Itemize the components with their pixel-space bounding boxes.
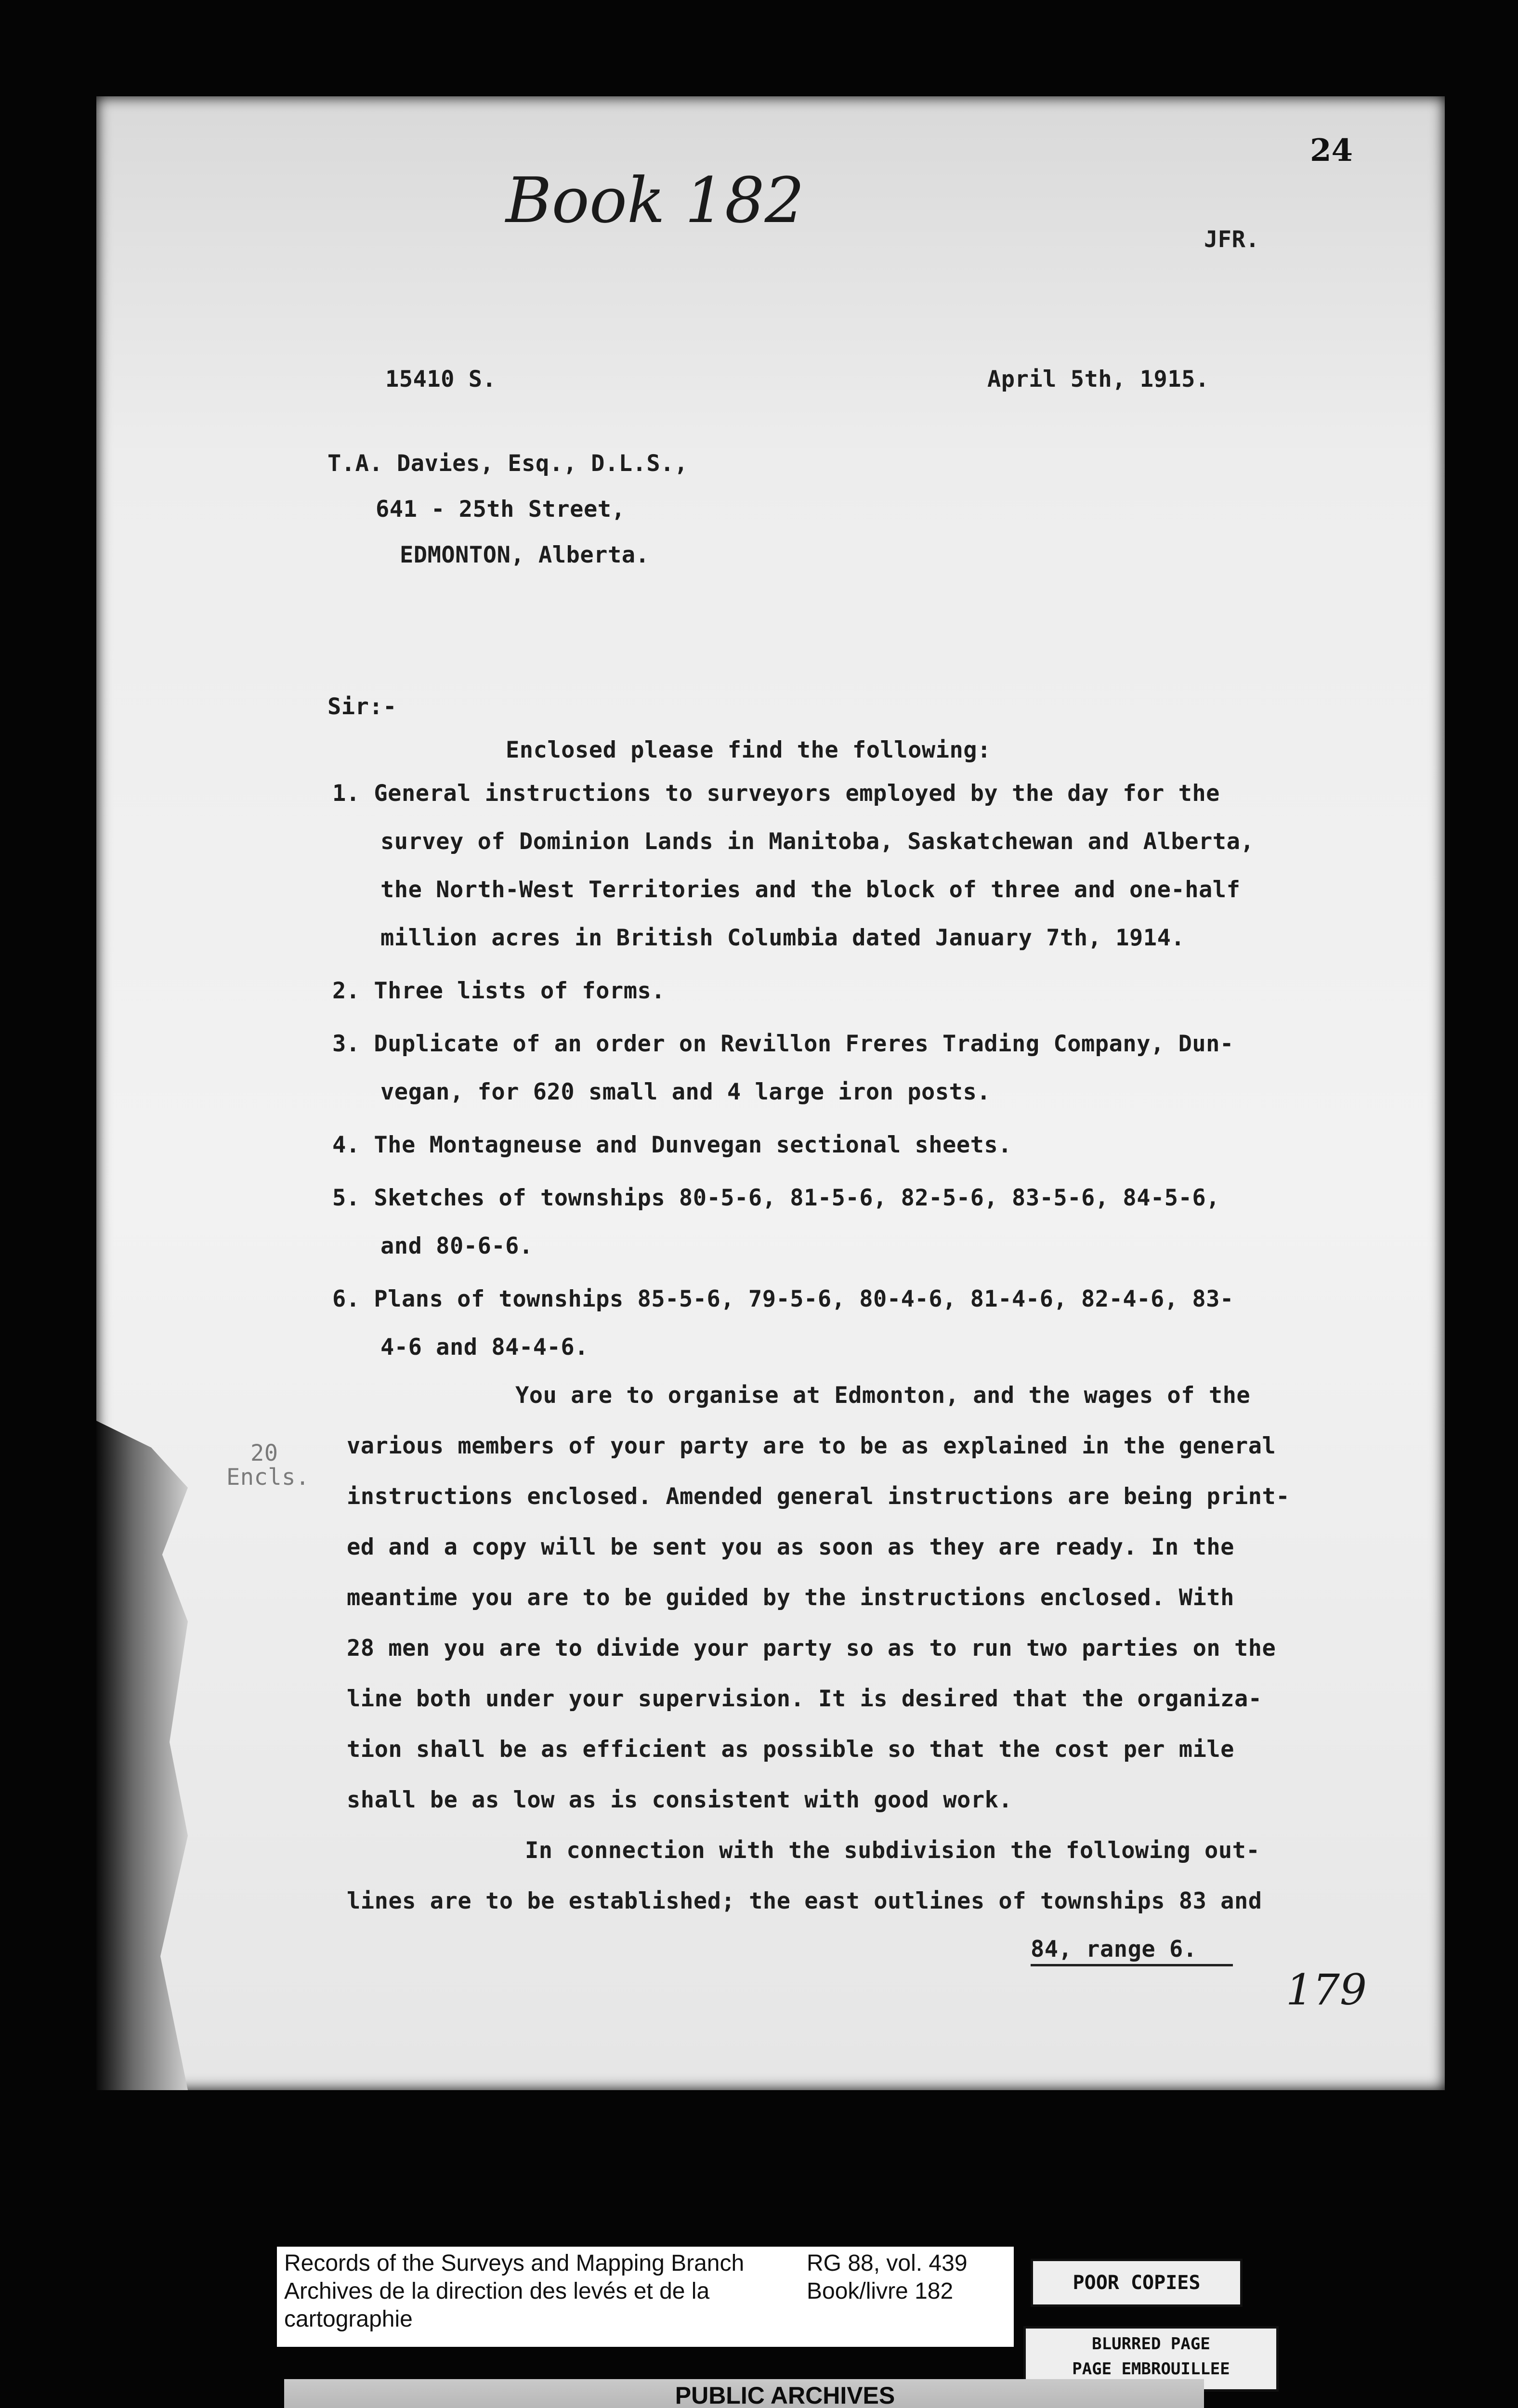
item-line: 4. The Montagneuse and Dunvegan sectional sheets. [332,1132,1012,1158]
label-ref-1: RG 88, vol. 439 [807,2251,968,2276]
body-line: ed and a copy will be sent you as soon as they are ready. In the [347,1534,1234,1560]
body-line: various members of your party are to be as explained in the general [347,1433,1276,1459]
item-line: 5. Sketches of townships 80-5-6, 81-5-6, 82-5-6, 83-5-6, 84-5-6, [332,1185,1220,1211]
body-line: meantime you are to be guided by the instructions enclosed. With [347,1584,1234,1611]
margin-note-count: 20 [250,1440,278,1466]
body-line: tion shall be as efficient as possible so that the cost per mile [347,1736,1234,1763]
label-ref-2: Book/livre 182 [807,2278,954,2304]
item-line: 1. General instructions to surveyors employed by the day for the [332,780,1220,807]
intro-line: Enclosed please find the following: [506,737,991,763]
addressee-line-1: T.A. Davies, Esq., D.L.S., [327,450,688,477]
item-line: 4-6 and 84-4-6. [380,1334,589,1361]
handwritten-book-number: Book 182 [506,164,805,237]
addressee-line-3: EDMONTON, Alberta. [400,542,650,568]
file-number: 15410 S. [385,366,497,393]
body-line: In connection with the subdivision the following out- [525,1837,1260,1864]
item-line: and 80-6-6. [380,1233,533,1259]
page-number: 24 [1310,132,1353,169]
letter-date: April 5th, 1915. [987,366,1209,393]
initials: JFR. [1204,226,1260,253]
item-line: million acres in British Columbia dated January 7th, 1914. [380,925,1185,951]
margin-note-encls: Encls. [226,1464,310,1491]
body-line: instructions enclosed. Amended general instructions are being print- [347,1483,1290,1510]
label-line-2: Archives de la direction des levés et de la [284,2278,710,2304]
public-archives-line-1: PUBLIC ARCHIVES [675,2382,895,2408]
body-line: 84, range 6. [1031,1936,1197,1963]
page-embrouillee-text: PAGE EMBROUILLEE [1072,2359,1230,2379]
body-line: 28 men you are to divide your party so as to run two parties on the [347,1635,1276,1662]
body-line: shall be as low as is consistent with good work. [347,1787,1013,1813]
body-line: You are to organise at Edmonton, and the wages of the [515,1382,1251,1409]
body-line: lines are to be established; the east outlines of townships 83 and [347,1888,1262,1914]
label-line-1: Records of the Surveys and Mapping Branch [284,2251,745,2276]
item-line: the North-West Territories and the block of three and one-half [380,877,1241,903]
addressee-line-2: 641 - 25th Street, [376,496,626,523]
item-line: vegan, for 620 small and 4 large iron posts. [380,1079,991,1105]
poor-copies-text: POOR COPIES [1073,2272,1201,2294]
underline-rule [1031,1964,1233,1966]
salutation: Sir:- [327,694,397,720]
blurred-page-text: BLURRED PAGE [1092,2334,1210,2354]
item-line: 2. Three lists of forms. [332,978,666,1004]
poor-copies-stamp [1031,2259,1243,2307]
body-line: line both under your supervision. It is desired that the organiza- [347,1686,1262,1712]
item-line: 3. Duplicate of an order on Revillon Freres Trading Company, Dun- [332,1031,1234,1057]
item-line: 6. Plans of townships 85-5-6, 79-5-6, 80-4-6, 81-4-6, 82-4-6, 83- [332,1286,1234,1312]
item-line: survey of Dominion Lands in Manitoba, Saskatchewan and Alberta, [380,828,1255,855]
label-line-3: cartographie [284,2306,413,2332]
handwritten-folio: 179 [1286,1965,1367,2015]
